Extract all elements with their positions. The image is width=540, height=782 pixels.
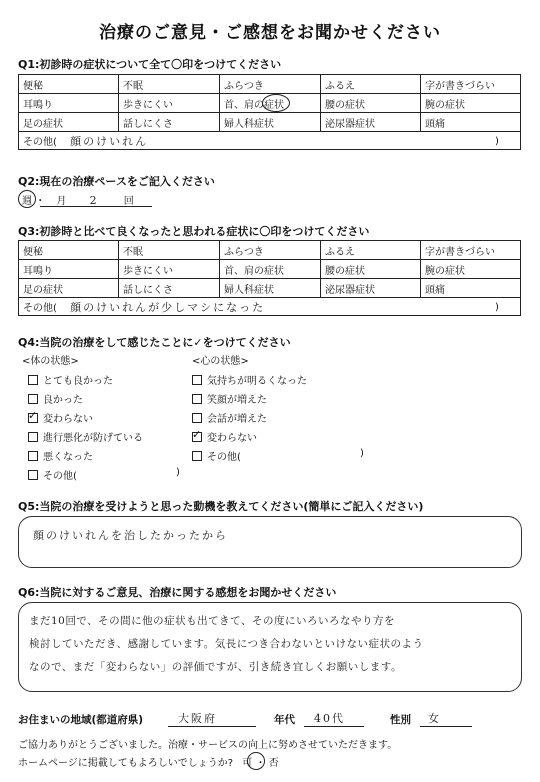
page-title: 治療のご意見・ご感想をお聞かせください bbox=[99, 23, 441, 43]
q4-body-option[interactable] bbox=[28, 448, 93, 463]
checkbox-icon[interactable] bbox=[28, 470, 38, 480]
q1-cell[interactable]: 足の症状 bbox=[19, 113, 119, 132]
q1-cell[interactable]: 首、肩の症状 bbox=[220, 94, 321, 113]
q3-cell[interactable]: 耳鳴り bbox=[19, 260, 119, 279]
q3-cell[interactable]: 腕の症状 bbox=[421, 260, 521, 279]
q1-other-value: 顔のけいれん bbox=[70, 134, 149, 148]
q2-underline bbox=[40, 206, 152, 207]
option-label: 変わらない bbox=[43, 414, 93, 425]
q1-cell[interactable]: 婦人科症状 bbox=[220, 113, 321, 132]
checkbox-icon[interactable] bbox=[192, 413, 202, 423]
checkbox-icon[interactable] bbox=[28, 375, 38, 385]
q2-count: 2 bbox=[89, 194, 99, 207]
q1-cell[interactable]: 頭痛 bbox=[421, 113, 521, 132]
selection-circle bbox=[262, 94, 290, 112]
q3-other-value: 顔のけいれんが少しマシになった bbox=[70, 300, 266, 314]
q3-cell[interactable]: 不眠 bbox=[119, 241, 220, 260]
permission-yes[interactable]: 可 bbox=[242, 758, 253, 769]
gender-value: 女 bbox=[428, 712, 441, 725]
q4-mind-header: <心の状態> bbox=[192, 356, 249, 367]
q1-cell[interactable]: 耳鳴り bbox=[19, 94, 119, 113]
thanks-text: ご協力ありがとうございました。治療・サービスの向上に努めさせていただきます。 bbox=[18, 740, 398, 751]
q1-cell[interactable]: ふらつき bbox=[220, 75, 321, 94]
q3-cell[interactable]: 便秘 bbox=[19, 241, 119, 260]
q4-mind-option[interactable] bbox=[192, 410, 267, 425]
q4-body-option[interactable] bbox=[28, 467, 77, 482]
permission-no[interactable]: 否 bbox=[268, 758, 279, 769]
q3-cell[interactable]: 頭痛 bbox=[421, 279, 521, 298]
q4-body-option[interactable] bbox=[28, 410, 93, 425]
q3-cell[interactable]: 婦人科症状 bbox=[220, 279, 321, 298]
q1-other-label: その他( bbox=[23, 136, 57, 148]
checkbox-icon[interactable] bbox=[192, 375, 202, 385]
q6-answer-box[interactable] bbox=[18, 602, 522, 692]
option-label: とても良かった bbox=[43, 376, 113, 387]
q4-mind-option[interactable] bbox=[192, 372, 307, 387]
q3-cell[interactable]: ふらつき bbox=[220, 241, 321, 260]
gender-label: 性別 bbox=[390, 714, 411, 726]
checkbox-icon[interactable] bbox=[28, 394, 38, 404]
q3-heading: Q3:初診時と比べて良くなったと思われる症状に〇印をつけてください bbox=[18, 225, 370, 238]
q4-body-option[interactable] bbox=[28, 391, 83, 406]
q3-cell[interactable]: 字が書きづらい bbox=[421, 241, 521, 260]
selection-circle bbox=[247, 752, 265, 770]
q1-other-row[interactable] bbox=[19, 132, 521, 150]
q1-cell[interactable]: 泌尿器症状 bbox=[321, 113, 421, 132]
gender-underline bbox=[420, 726, 472, 727]
q1-cell[interactable]: 不眠 bbox=[119, 75, 220, 94]
q5-answer: 顔のけいれんを治したかったから bbox=[33, 529, 228, 542]
q4-body-option[interactable] bbox=[28, 429, 143, 444]
q4-body-option[interactable] bbox=[28, 372, 113, 387]
option-label: 会話が増えた bbox=[207, 414, 267, 425]
q6-heading: Q6:当院に対するご意見、治療に関する感想をお聞かせください bbox=[18, 586, 337, 599]
region-underline bbox=[168, 726, 256, 727]
permission-dot: ・ bbox=[255, 758, 266, 769]
q6-answer-line: まだ10回で、その間に他の症状も出てきて、その度にいろいろなやり方を bbox=[29, 615, 395, 627]
q2-heading: Q2:現在の治療ペースをご記入ください bbox=[18, 175, 215, 188]
q3-other-label: その他( bbox=[23, 302, 57, 314]
checkbox-icon[interactable] bbox=[192, 394, 202, 404]
q3-other-row[interactable] bbox=[19, 298, 521, 316]
checkbox-checked-icon[interactable] bbox=[28, 413, 38, 423]
q4-heading: Q4:当院の治療をして感じたことに✓をつけてください bbox=[18, 336, 291, 349]
q4-mind-option[interactable] bbox=[192, 429, 257, 444]
q1-cell[interactable]: 字が書きづらい bbox=[421, 75, 521, 94]
q1-cell[interactable]: 腰の症状 bbox=[321, 94, 421, 113]
q3-symptom-table bbox=[18, 240, 521, 316]
option-label: その他( bbox=[207, 452, 241, 463]
permission-text: ホームページに掲載してもよろしいでしょうか? bbox=[18, 758, 234, 769]
q4-body-other-close: ) bbox=[176, 467, 180, 478]
checkbox-icon[interactable] bbox=[28, 451, 38, 461]
q3-other-close: ) bbox=[495, 302, 499, 313]
checkbox-icon[interactable] bbox=[28, 432, 38, 442]
q4-mind-option[interactable] bbox=[192, 448, 241, 463]
region-value: 大阪府 bbox=[178, 712, 217, 725]
q1-heading: Q1:初診時の症状について全て〇印をつけてください bbox=[18, 58, 282, 71]
q3-cell[interactable]: 腰の症状 bbox=[321, 260, 421, 279]
q2-month[interactable]: 月 bbox=[56, 196, 67, 207]
q4-body-header: <体の状態> bbox=[22, 356, 79, 367]
option-label: その他( bbox=[43, 471, 77, 482]
permission-question bbox=[18, 754, 279, 769]
q2-pace bbox=[22, 192, 134, 207]
q2-dot: ・ bbox=[35, 196, 46, 207]
q3-cell[interactable]: 歩きにくい bbox=[119, 260, 220, 279]
option-label: 良かった bbox=[43, 395, 83, 406]
q1-other-close: ) bbox=[495, 136, 499, 147]
region-label: お住まいの地域(都道府県) bbox=[18, 714, 144, 726]
q4-mind-option[interactable] bbox=[192, 391, 267, 406]
q3-cell[interactable]: 首、肩の症状 bbox=[220, 260, 321, 279]
q4-mind-other-close: ) bbox=[360, 448, 364, 459]
q1-cell[interactable]: ふるえ bbox=[321, 75, 421, 94]
q1-symptom-table bbox=[18, 74, 521, 150]
q3-cell[interactable]: 足の症状 bbox=[19, 279, 119, 298]
option-label: 気持ちが明るくなった bbox=[207, 376, 307, 387]
q5-answer-box[interactable] bbox=[18, 516, 522, 568]
checkbox-checked-icon[interactable] bbox=[192, 432, 202, 442]
q3-cell[interactable]: 話しにくさ bbox=[119, 279, 220, 298]
q1-cell[interactable]: 便秘 bbox=[19, 75, 119, 94]
option-label: 進行悪化が防げている bbox=[43, 433, 143, 444]
q6-answer-line: 検討していただき、感謝しています。気長につき合わないといけない症状のよう bbox=[29, 638, 424, 650]
selection-circle bbox=[18, 190, 36, 208]
age-label: 年代 bbox=[274, 714, 295, 726]
q2-unit: 回 bbox=[123, 196, 134, 207]
q1-cell[interactable]: 話しにくさ bbox=[119, 113, 220, 132]
age-underline bbox=[304, 726, 364, 727]
age-value: 40代 bbox=[314, 712, 345, 725]
q3-cell[interactable]: ふるえ bbox=[321, 241, 421, 260]
option-label: 笑顔が増えた bbox=[207, 395, 267, 406]
q5-heading: Q5:当院の治療を受けようと思った動機を教えてください(簡単にご記入ください) bbox=[18, 500, 424, 513]
q1-cell[interactable]: 歩きにくい bbox=[119, 94, 220, 113]
q1-cell[interactable]: 腕の症状 bbox=[421, 94, 521, 113]
checkbox-icon[interactable] bbox=[192, 451, 202, 461]
q3-cell[interactable]: 泌尿器症状 bbox=[321, 279, 421, 298]
q2-week[interactable]: 週 bbox=[22, 196, 32, 207]
q6-answer-line: なので、まだ「変わらない」の評価ですが、引き続き宜しくお願いします。 bbox=[29, 661, 402, 673]
option-label: 変わらない bbox=[207, 433, 257, 444]
option-label: 悪くなった bbox=[43, 452, 93, 463]
